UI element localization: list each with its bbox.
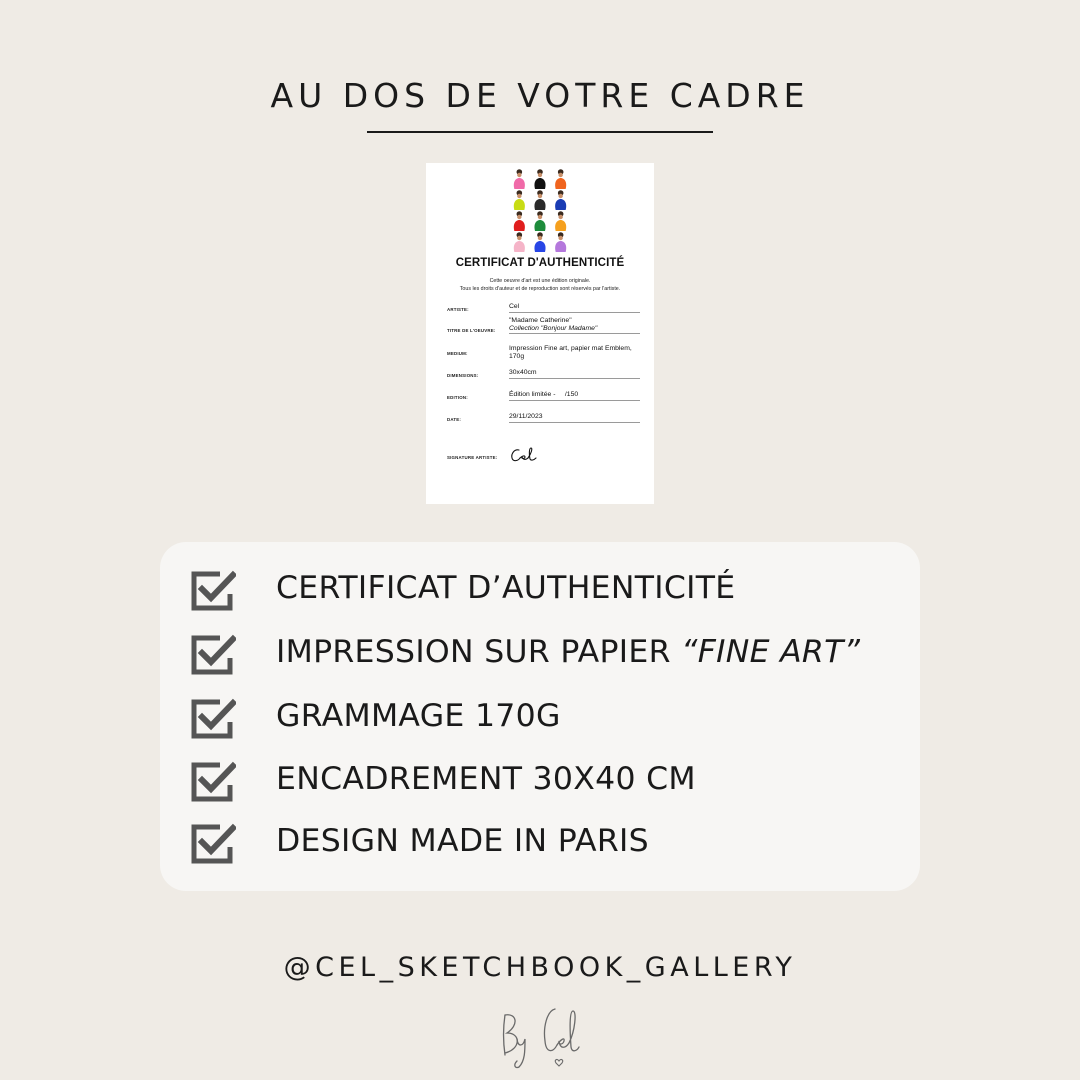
artwork-figure xyxy=(514,211,525,231)
feature-item xyxy=(160,694,920,738)
title-value xyxy=(509,317,640,334)
certificate-intro xyxy=(426,277,654,293)
feature-text-design: DESIGN MADE IN PARIS xyxy=(276,823,649,859)
checkbox-checked-icon xyxy=(190,823,236,865)
feature-text-paper xyxy=(276,630,860,674)
artwork-figure xyxy=(514,190,525,210)
feature-text-certificate: CERTIFICAT D’AUTHENTICITÉ xyxy=(276,570,736,606)
feature-item xyxy=(160,757,920,801)
checkbox-checked-icon xyxy=(190,698,236,740)
date-label: DATE: xyxy=(447,417,462,422)
artwork-figure xyxy=(555,190,566,210)
edition-label: EDITION: xyxy=(447,395,468,400)
certificate-row-edition xyxy=(447,391,640,411)
artwork-figure xyxy=(534,190,545,210)
feature-text-grammage: GRAMMAGE 170G xyxy=(276,698,561,734)
checkbox-checked-icon xyxy=(190,761,236,803)
dimensions-value: 30x40cm xyxy=(509,369,640,379)
artist-value: Cel xyxy=(509,303,640,313)
artwork-figure xyxy=(534,169,545,189)
feature-text-paper-prefix: IMPRESSION SUR PAPIER xyxy=(276,634,682,670)
artist-signature xyxy=(510,445,544,465)
certificate-row-title xyxy=(447,317,640,339)
feature-item xyxy=(160,566,920,610)
certificate-image xyxy=(426,163,654,504)
artist-label: ARTISTE: xyxy=(447,307,469,312)
instagram-handle: @CEL_SKETCHBOOK_GALLERY xyxy=(283,952,797,983)
heading-divider xyxy=(367,131,713,133)
artwork-figure xyxy=(514,169,525,189)
medium-label: MEDIUM: xyxy=(447,351,468,356)
artwork-figure xyxy=(555,232,566,252)
feature-text-paper-italic: “FINE ART” xyxy=(681,634,861,670)
artwork-figures-grid xyxy=(509,168,571,252)
artwork-figure xyxy=(555,211,566,231)
dimensions-label: DIMENSIONS: xyxy=(447,373,479,378)
artwork-figure xyxy=(534,232,545,252)
feature-item xyxy=(160,819,920,863)
certificate-row-date xyxy=(447,413,640,433)
checkbox-checked-icon xyxy=(190,634,236,676)
feature-item xyxy=(160,630,920,674)
certificate-row-medium xyxy=(447,343,640,365)
page-heading: AU DOS DE VOTRE CADRE xyxy=(270,76,810,115)
title-label: TITRE DE L'OEUVRE: xyxy=(447,328,496,333)
title-value-line-2: Collection "Bonjour Madame" xyxy=(509,324,598,332)
edition-value: Édition limitée - /150 xyxy=(509,391,640,401)
date-value: 29/11/2023 xyxy=(509,413,640,423)
features-card xyxy=(160,542,920,891)
certificate-intro-line-2: Tous les droits d'auteur et de reproduction sont réservés par l'artiste. xyxy=(459,286,621,292)
certificate-title: CERTIFICAT D'AUTHENTICITÉ xyxy=(455,257,625,269)
medium-value: Impression Fine art, papier mat Emblem, 170g xyxy=(509,345,632,360)
by-cel-signature-logo xyxy=(495,1003,587,1073)
checkbox-checked-icon xyxy=(190,570,236,612)
title-value-line-1: "Madame Catherine" xyxy=(509,317,572,324)
artwork-figure xyxy=(534,211,545,231)
certificate-intro-line-1: Cette oeuvre d'art est une édition originale. xyxy=(489,278,591,284)
certificate-row-dimensions xyxy=(447,369,640,389)
signature-label: SIGNATURE ARTISTE: xyxy=(447,455,498,460)
artwork-figure xyxy=(555,169,566,189)
artwork-figure xyxy=(514,232,525,252)
feature-text-frame: ENCADREMENT 30X40 CM xyxy=(276,761,696,797)
